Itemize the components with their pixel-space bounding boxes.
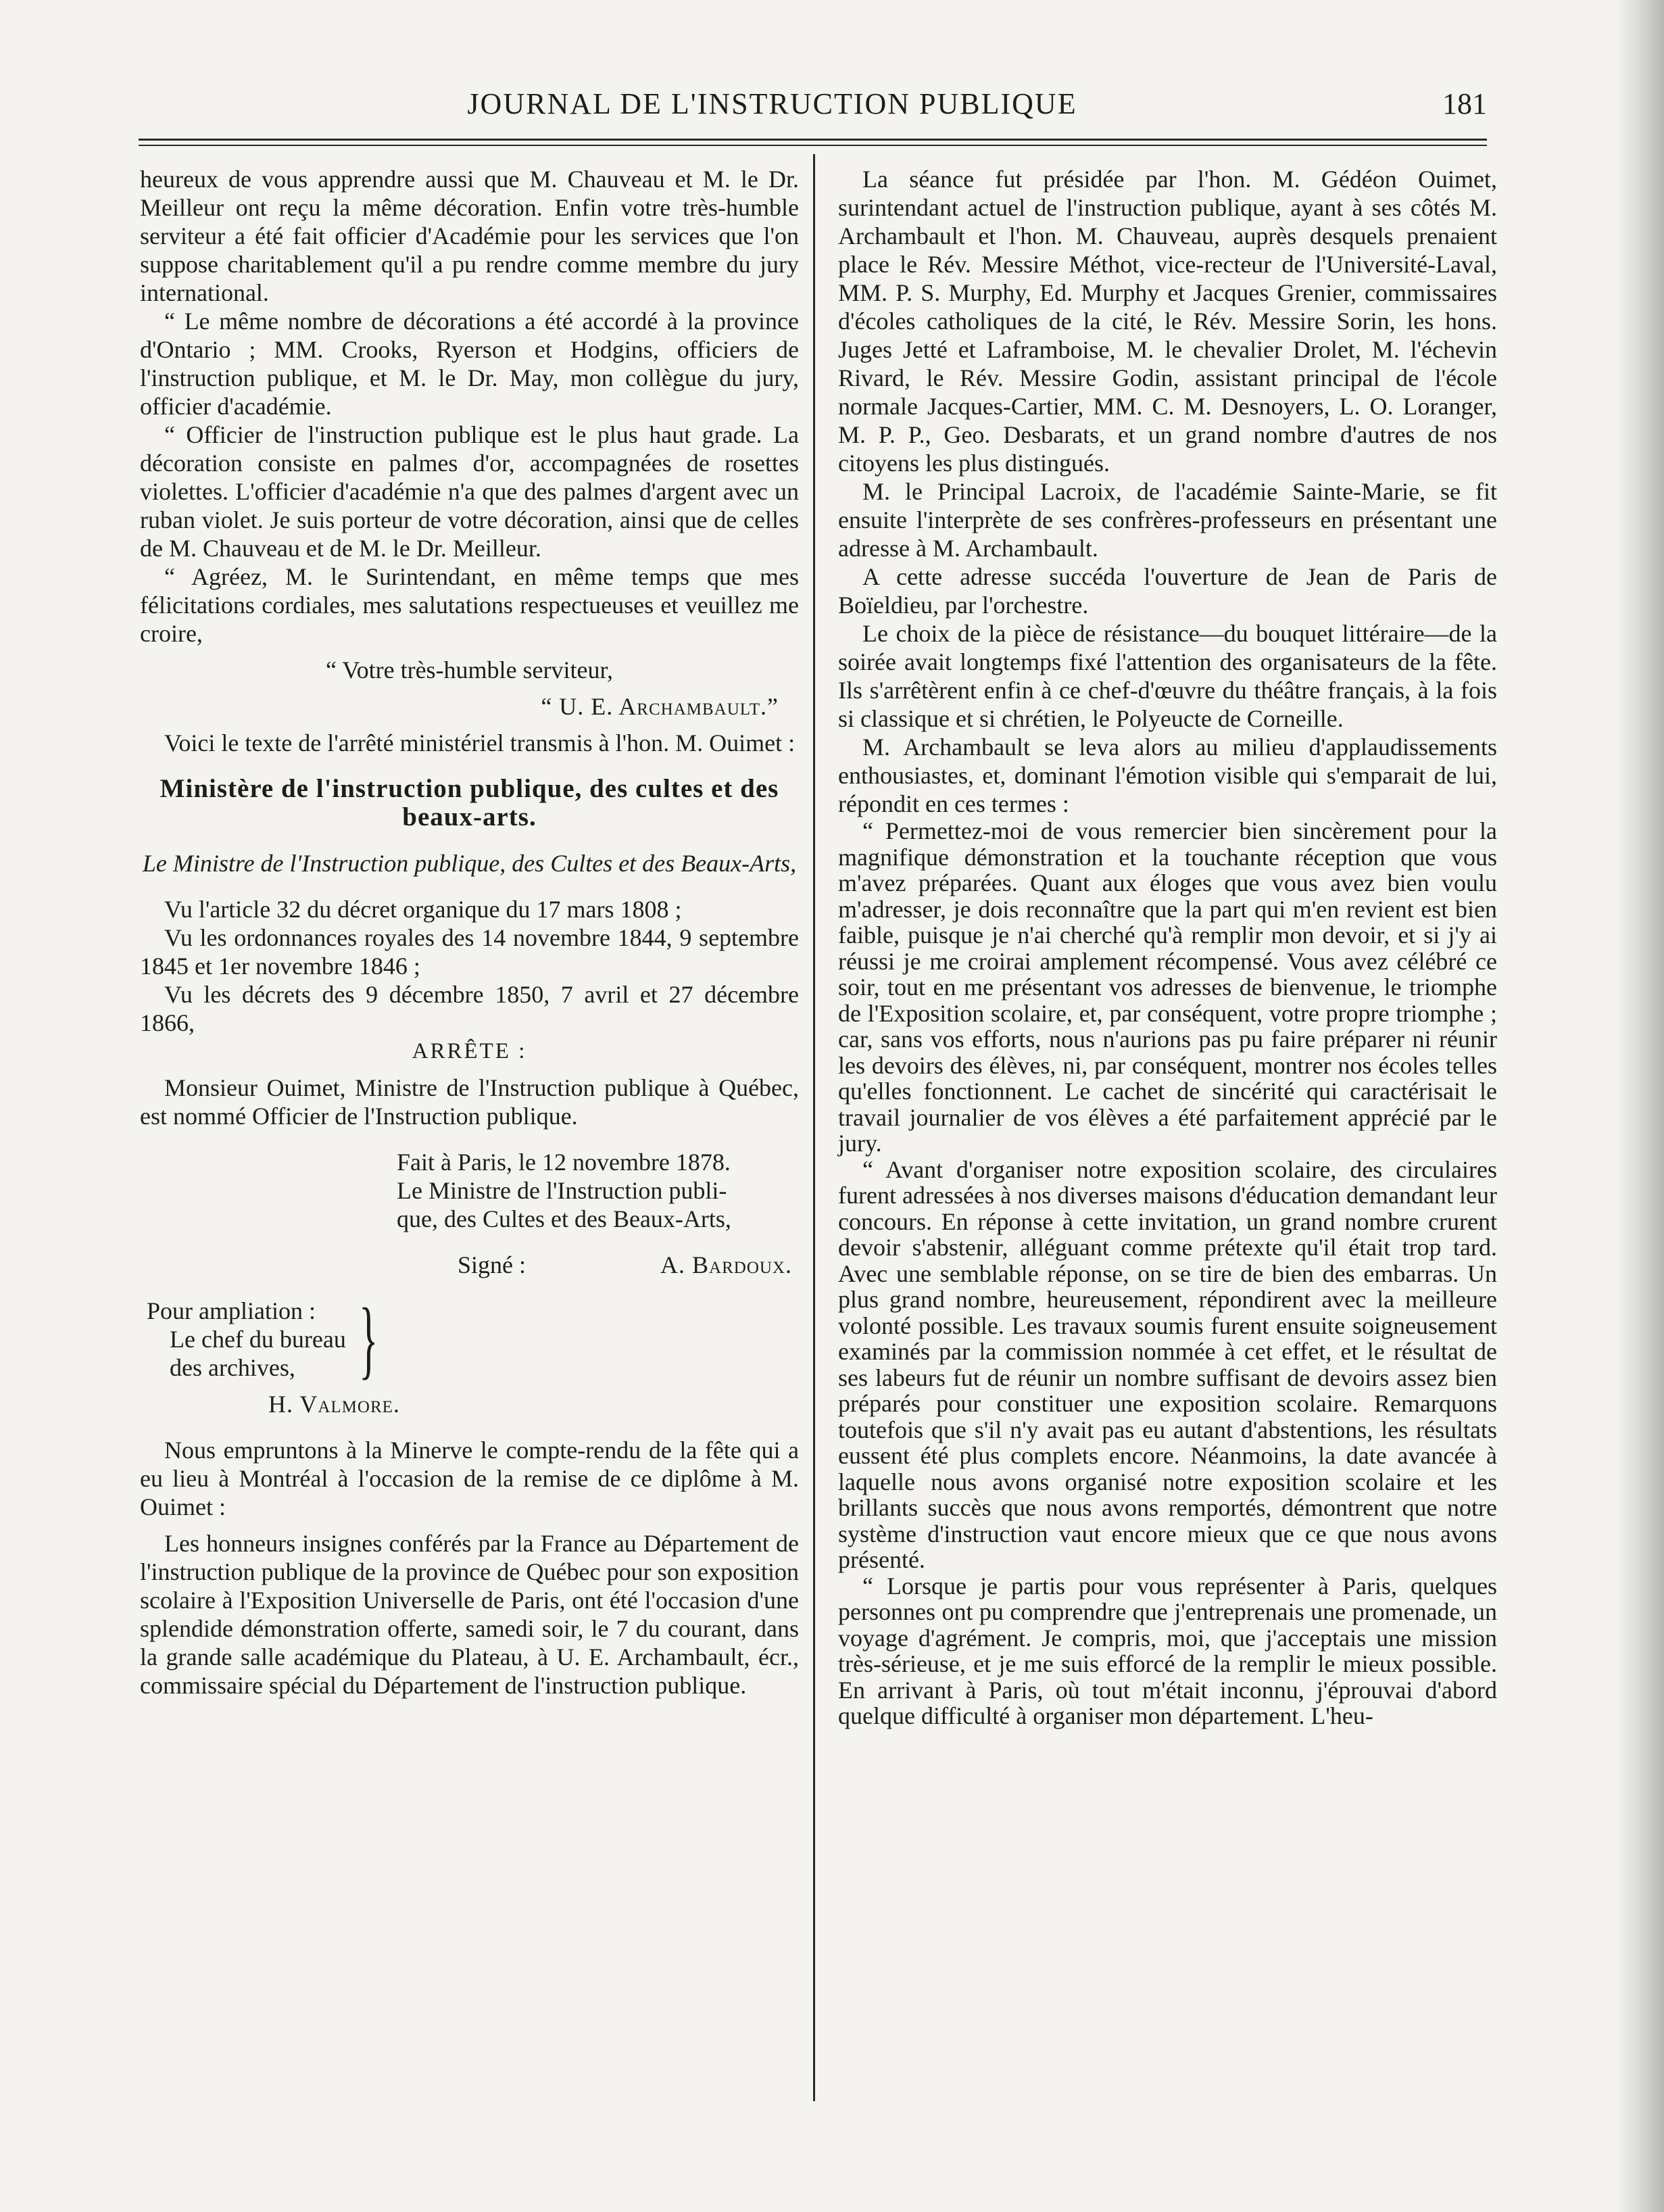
paragraph: M. le Principal Lacroix, de l'académie Sainte-Marie, se fit ensuite l'interprète de ses confrères-professeurs en présentant une adresse à M. Archambault. [838, 478, 1497, 562]
paragraph: M. Archambault se leva alors au milieu d'applaudissements enthousiastes, et, dominant l'émotion visible qui s'emparait de lui, répondit en ces termes : [838, 734, 1497, 817]
ampliation-line: Pour ampliation : [147, 1297, 316, 1324]
paragraph: A cette adresse succéda l'ouverture de Jean de Paris de Boïeldieu, par l'orchestre. [838, 563, 1497, 619]
speech-paragraph: “ Lorsque je partis pour vous représenter à Paris, quelques personnes ont pu comprendre que j'entreprenais une promenade, un voyage d'agrément. Je compris, moi, que j'acceptais une mission très-sérieuse, et je me suis efforcé de la remplir le mieux possible. En arrivant à Paris, où tout m'était inconnu, j'éprouvai d'abord quelque difficulté à organiser mon département. L'heu- [838, 1572, 1497, 1729]
signed-name: A. Bardoux. [660, 1251, 792, 1278]
scan-edge-shading [1617, 0, 1664, 2212]
decree-minister-line: Le Ministre de l'Instruction publi- [397, 1177, 727, 1204]
ampliation-line: Le chef du bureau [170, 1326, 346, 1353]
paragraph: “ Le même nombre de décorations a été accordé à la province d'Ontario ; MM. Crooks, Ryerson et Hodgins, officiers de l'instruction publique, et M. le Dr. May, mon collègue du jury, officier d'académie. [140, 308, 799, 420]
paragraph: Le choix de la pièce de résistance—du bouquet littéraire—de la soirée avait longtemps fixé l'attention des organisateurs de la fête. Ils s'arrêtèrent enfin à ce chef-d'œuvre du théâtre français, à la fois si classique et si chrétien, le Polyeucte de Corneille. [838, 620, 1497, 732]
ministry-subheading: Le Ministre de l'Instruction publique, des Cultes et des Beaux-Arts, [142, 850, 797, 877]
signature-line [140, 1251, 799, 1279]
paragraph: Les honneurs insignes conférés par la France au Département de l'instruction publique de la province de Québec pour son exposition scolaire à l'Exposition Universelle de Paris, ont été l'occasion d'une splendide démonstration offerte, samedi soir, le 7 du courant, dans la grande salle académique du Plateau, à U. E. Archambault, écr., commissaire spécial du Département de l'instruction publique. [140, 1530, 799, 1699]
decree-minister-line: que, des Cultes et des Beaux-Arts, [397, 1205, 731, 1232]
letter-signature: “ U. E. Archambault.” [541, 693, 779, 720]
decree-place-date: Fait à Paris, le 12 novembre 1878. [397, 1149, 731, 1176]
decree-decision: Monsieur Ouimet, Ministre de l'Instruction publique à Québec, est nommé Officier de l'Instruction publique. [140, 1074, 799, 1130]
paragraph: heureux de vous apprendre aussi que M. Chauveau et M. le Dr. Meilleur ont reçu la même décoration. Enfin votre très-humble serviteur a été fait officier d'Académie pour les services que l'on suppose charitablement qu'il a pu rendre comme membre du jury international. [140, 166, 799, 306]
ministry-heading: Ministère de l'instruction publique, des cultes et des beaux-arts. [160, 774, 779, 832]
paragraph: “ Officier de l'instruction publique est le plus haut grade. La décoration consiste en palmes d'or, accompagnées de rosettes violettes. L'officier d'académie n'a que des palmes d'argent avec un ruban violet. Je suis porteur de votre décoration, ainsi que de celles de M. Chauveau et de M. le Dr. Meilleur. [140, 421, 799, 562]
running-head [139, 87, 1487, 134]
page-title: JOURNAL DE L'INSTRUCTION PUBLIQUE [467, 87, 1077, 120]
decree-clause: Vu les ordonnances royales des 14 novembre 1844, 9 septembre 1845 et 1er novembre 1846 ; [140, 924, 799, 980]
decree-clause: Vu les décrets des 9 décembre 1850, 7 avril et 27 décembre 1866, [140, 981, 799, 1036]
left-column [140, 165, 799, 1700]
archivist-name: H. Valmore. [268, 1391, 400, 1418]
speech-paragraph: “ Avant d'organiser notre exposition scolaire, des circulaires furent adressées à nos diverses maisons d'éducation demandant leur concours. En réponse à cette invitation, un grand nombre crurent devoir s'abstenir, alléguant comme prétexte qu'il était trop tard. Avec une semblable réponse, on se tire de bien des embarras. Un plus grand nombre, heureusement, répondirent avec la meilleure volonté possible. Les travaux soumis furent ensuite soigneusement examinés par la commission nommée à cet effet, et le résultat de ses labeurs fut de réunir un nombre suffisant de devoirs assez bien préparés pour constituer une exposition scolaire. Remarquons toutefois que s'il n'y avait pas eu autant d'abstentions, les résultats eussent été plus complets encore. Néanmoins, la date avancée à laquelle nous avons organisé notre exposition scolaire et les brillants succès que nous avons remportés, démontrent que notre système d'instruction vaut encore mieux que ce que nous avons présenté. [838, 1155, 1497, 1573]
page-number: 181 [1442, 87, 1487, 120]
signed-label: Signé : [458, 1251, 527, 1278]
ampliation-block [140, 1291, 799, 1388]
letter-closing: “ Votre très-humble serviteur, [325, 656, 614, 683]
paragraph: Nous empruntons à la Minerve le compte-rendu de la fête qui a eu lieu à Montréal à l'occasion de la remise de ce diplôme à M. Ouimet : [140, 1437, 799, 1520]
speech-paragraph: “ Permettez-moi de vous remercier bien sincèrement pour la magnifique démonstration et la touchante réception que vous m'avez préparées. Quant aux éloges que vous avez bien voulu m'adresser, je dois reconnaître que la part qui m'en revient est bien faible, puisque je n'ai cherché qu'à remplir mon devoir, et si j'y ai réussi je me croirai amplement récompensé. Vous avez célébré ce soir, tout en me présentant vos adresses de bienvenue, le triomphe de l'Exposition scolaire, et, par conséquent, votre propre triomphe ; car, sans vos efforts, nous n'aurions pas pu faire préparer ni réunir les devoirs des élèves, ni, par conséquent, montrer nos écoles telles qu'elles fonctionnent. Le cachet de sincérité qui caractérisait le travail journalier de vos élèves a été parfaitement apprécié par le jury. [838, 817, 1497, 1157]
paragraph: “ Agréez, M. le Surintendant, en même temps que mes félicitations cordiales, mes salutations respectueuses et veuillez me croire, [140, 563, 799, 647]
header-rule-thin [139, 145, 1487, 146]
header-rule [139, 139, 1487, 141]
right-column [838, 165, 1497, 1729]
paragraph: La séance fut présidée par l'hon. M. Gédéon Ouimet, surintendant actuel de l'instruction publique, ayant à ses côtés M. Archambault et l'hon. M. Chauveau, auprès desquels prenaient place le Rév. Messire Méthot, vice-recteur de l'Université-Laval, MM. P. S. Murphy, Ed. Murphy et Jacques Grenier, commissaires d'écoles catholiques de la cité, le Rév. Messire Sorin, les hons. Juges Jetté et Laframboise, M. le chevalier Drolet, M. l'échevin Rivard, le Rév. Messire Godin, assistant principal de l'école normale Jacques-Cartier, MM. C. M. Desnoyers, L. O. Loranger, M. P. P., Geo. Desbarats, et un grand nombre d'autres de nos citoyens les plus distingués. [838, 166, 1497, 477]
decree-clause: Vu l'article 32 du décret organique du 17 mars 1808 ; [164, 896, 682, 923]
decree-arrete: ARRÊTE : [412, 1039, 527, 1063]
paragraph: Voici le texte de l'arrêté ministériel transmis à l'hon. M. Ouimet : [164, 729, 796, 756]
brace-glyph: } [359, 1291, 378, 1388]
column-divider [813, 154, 815, 2101]
ampliation-line: des archives, [170, 1354, 295, 1381]
